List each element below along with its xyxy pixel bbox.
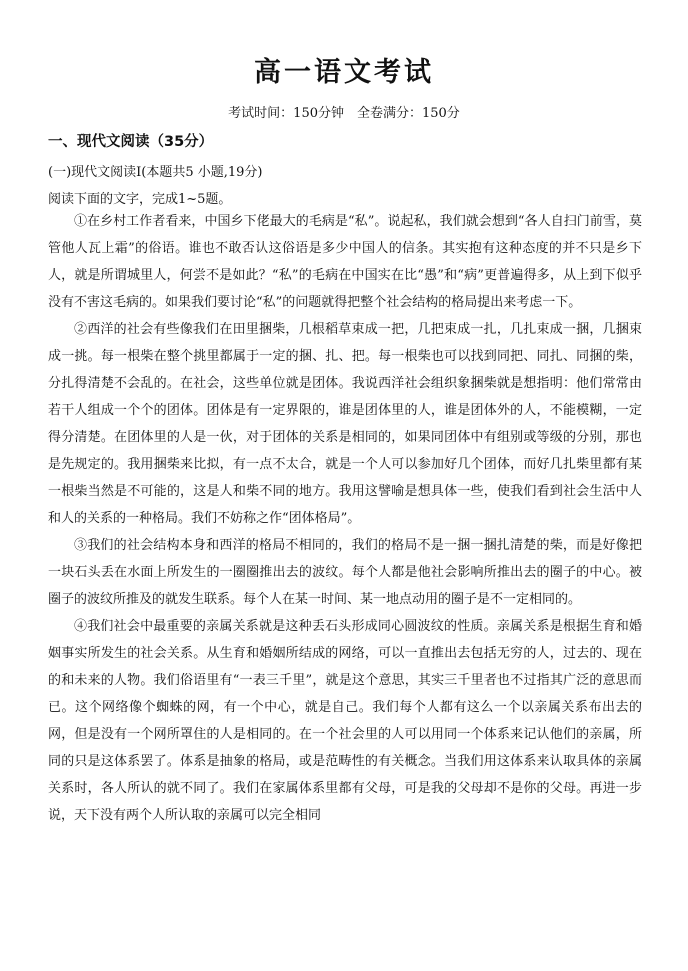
reading-passage bbox=[48, 208, 642, 829]
passage-paragraph-2: ②西洋的社会有些像我们在田里捆柴，几根稻草束成一把，几把束成一扎，几扎束成一捆，几捆束成一挑。每一根柴在整个挑里都属于一定的捆、扎、把。每一根柴也可以找到同把、同扎、同捆的柴，分扎得清楚不会乱的。在社会，这些单位就是团体。我说西洋社会组织象捆柴就是想指明：他们常常由若干人组成一个个的团体。团体是有一定界限的，谁是团体里的人，谁是团体外的人，不能模糊，一定得分清楚。在团体里的人是一伙，对于团体的关系是相同的，如果同团体中有组别或等级的分别，那也是先规定的。我用捆柴来比拟，有一点不太合，就是一个人可以参加好几个团体，而好几扎柴里都有某一根柴当然是不可能的，这是人和柴不同的地方。我用这譬喻是想具体一些，使我们看到社会生活中人和人的关系的一种格局。我们不妨称之作“团体格局”。 bbox=[48, 322, 642, 526]
passage-paragraph-4: ④我们社会中最重要的亲属关系就是这种丢石头形成同心圆波纹的性质。亲属关系是根据生育和婚姻事实所发生的社会关系。从生育和婚姻所结成的网络，可以一直推出去包括无穷的人，过去的、现在的和未来的人物。我们俗语里有“一表三千里”，就是这个意思，其实三千里者也不过指其广泛的意思而已。这个网络像个蜘蛛的网，有一个中心，就是自己。我们每个人都有这么一个以亲属关系布出去的网，但是没有一个网所罩住的人是相同的。在一个社会里的人可以用同一个体系来记认他们的亲属，所同的只是这体系罢了。体系是抽象的格局，或是范畴性的有关概念。当我们用这体系来认取具体的亲属关系时，各人所认的就不同了。我们在家属体系里都有父母，可是我的父母却不是你的父母。再进一步说，天下没有两个人所认取的亲属可以完全相同 bbox=[48, 619, 642, 823]
exam-info: 考试时间：150分钟 全卷满分：150分 bbox=[228, 106, 460, 121]
exam-title: 高一语文考试 bbox=[254, 57, 434, 88]
reading-instruction: 阅读下面的文字，完成1~5题。 bbox=[48, 192, 232, 207]
section-heading: 一、现代文阅读（35分） bbox=[48, 134, 214, 150]
passage-paragraph-3: ③我们的社会结构本身和西洋的格局不相同的，我们的格局不是一捆一捆扎清楚的柴，而是好像把一块石头丢在水面上所发生的一圈圈推出去的波纹。每个人都是他社会影响所推出去的圈子的中心。被圈子的波纹所推及的就发生联系。每个人在某一时间、某一地点动用的圈子是不一定相同的。 bbox=[48, 538, 642, 607]
passage-paragraph-1: ①在乡村工作者看来，中国乡下佬最大的毛病是“私”。说起私，我们就会想到“各人自扫门前雪，莫管他人瓦上霜”的俗语。谁也不敢否认这俗语是多少中国人的信条。其实抱有这种态度的并不只是乡下人，就是所谓城里人，何尝不是如此？“私”的毛病在中国实在比“愚”和“病”更普遍得多，从上到下似乎没有不害这毛病的。如果我们要讨论“私”的问题就得把整个社会结构的格局提出来考虑一下。 bbox=[48, 214, 642, 310]
section-subheading: (一)现代文阅读Ⅰ(本题共5 小题,19分) bbox=[48, 165, 263, 180]
